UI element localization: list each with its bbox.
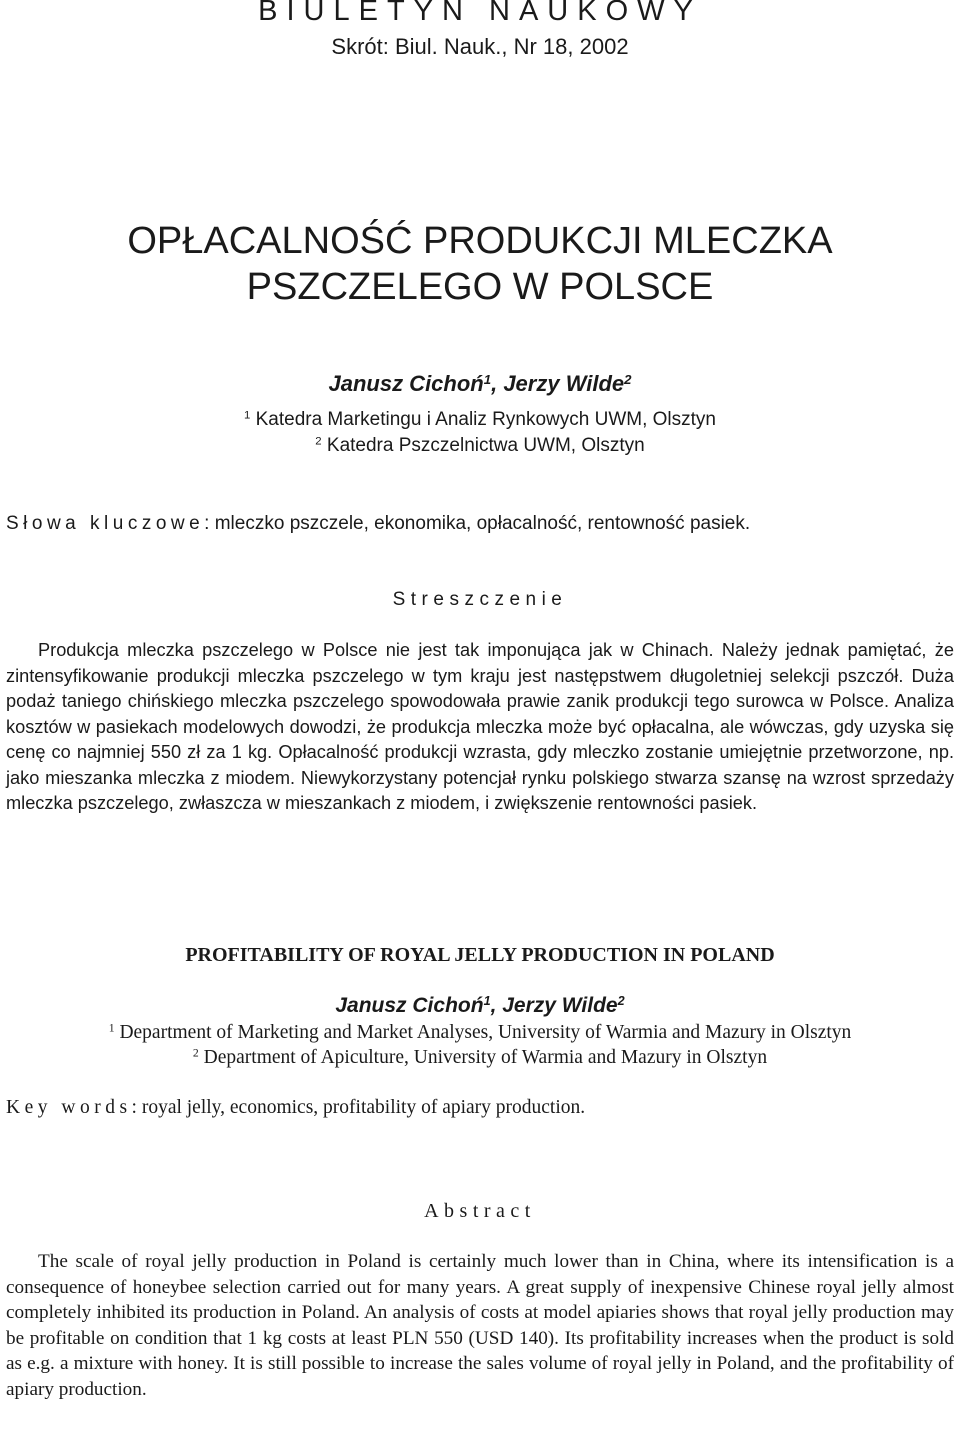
polish-abstract-text: Produkcja mleczka pszczelego w Polsce nie jest tak imponująca jak w Chinach. Należy jednak pamiętać, że zintensyfikowanie produkcji mleczka pszczelego w tym kraju jest następstwem długoletniej selekcji pszczół. Duża podaż taniego chińskiego mleczka pszczelego spowodowała prawie zanik produkcji tego surowca w Polsce. Analiza kosztów w pasiekach modelowych dowodzi, że produkcja mleczka może być opłacalna, ale wówczas, gdy uzyska się cenę co najmniej 550 zł za 1 kg. Opłacalność produkcji wzrasta, gdy mleczko zostanie umiejętnie przetworzone, np. jako mieszanka mleczka z miodem. Niewykorzystany potencjał rynku polskiego stwarza szansę na wzrost sprzedaży mleczka pszczelego, zwłaszcza w mieszankach z miodem, i zwiększenie rentowności pasiek.	[6, 640, 954, 813]
affiliation-text: Katedra Pszczelnictwa UWM, Olsztyn	[321, 435, 645, 456]
affiliation-text: Department of Apiculture, University of Warmia and Mazury in Olsztyn	[198, 1047, 768, 1068]
author-name: Jerzy Wilde	[502, 994, 618, 1017]
affiliation-marker: 1	[243, 409, 251, 422]
polish-title-line1: OPŁACALNOŚĆ PRODUKCJI MLECZKA	[127, 220, 833, 262]
author-name: Janusz Cichoń	[335, 994, 484, 1017]
english-affiliation-2	[0, 1045, 960, 1070]
affiliation-text: Department of Marketing and Market Analyses, University of Warmia and Mazury in Olsztyn	[114, 1022, 852, 1043]
polish-title-line2: PSZCZELEGO W POLSCE	[246, 266, 714, 308]
keywords-text: : mleczko pszczele, ekonomika, opłacalność, rentowność pasiek.	[204, 513, 751, 534]
journal-name: BIULETYN NAUKOWY	[258, 0, 702, 27]
author-name: Jerzy Wilde	[503, 371, 625, 396]
affiliation-marker: 2	[315, 435, 322, 448]
polish-title	[0, 218, 960, 310]
affiliation-marker: 1	[483, 371, 492, 387]
journal-citation: Skrót: Biul. Nauk., Nr 18, 2002	[331, 34, 629, 59]
affiliation-text: Katedra Marketingu i Analiz Rynkowych UWM, Olsztyn	[250, 409, 716, 430]
affiliation-marker: 2	[192, 1046, 199, 1060]
english-keywords	[6, 1096, 954, 1120]
author-name: Janusz Cichoń	[328, 371, 484, 396]
polish-affiliation-1	[0, 408, 960, 432]
english-abstract-text: The scale of royal jelly production in Poland is certainly much lower than in China, where its intensification is a consequence of honeybee selection carried out for many years. A great supply of inexpensive Chinese royal jelly almost completely inhibited its production in Poland. An analysis of costs at model apiaries shows that royal jelly production may be profitable on condition that 1 kg costs at least PLN 550 (USD 140). Its profitability increases when the product is sold as e.g. a mixture with honey. It is still possible to increase the sales volume of royal jelly in Poland, and the profitability of apiary production.	[6, 1251, 954, 1400]
keywords-label: Słowa kluczowe	[6, 513, 205, 534]
english-title: PROFITABILITY OF ROYAL JELLY PRODUCTION IN POLAND	[185, 944, 775, 966]
english-affiliation-1	[0, 1020, 960, 1045]
affiliation-marker: 1	[483, 994, 491, 1009]
keywords-label: Key words	[6, 1097, 132, 1118]
english-authors	[0, 993, 960, 1019]
keywords-text: : royal jelly, economics, profitability of apiary production.	[131, 1097, 586, 1118]
polish-authors	[0, 370, 960, 398]
author-separator: ,	[490, 994, 503, 1017]
author-separator: ,	[491, 371, 504, 396]
polish-affiliation-2	[0, 434, 960, 458]
english-abstract-heading: Abstract	[424, 1200, 536, 1222]
polish-keywords	[6, 512, 954, 536]
affiliation-marker: 2	[624, 371, 632, 387]
affiliation-marker: 2	[617, 994, 625, 1009]
polish-abstract-heading: Streszczenie	[392, 589, 568, 610]
affiliation-marker: 1	[108, 1021, 115, 1035]
